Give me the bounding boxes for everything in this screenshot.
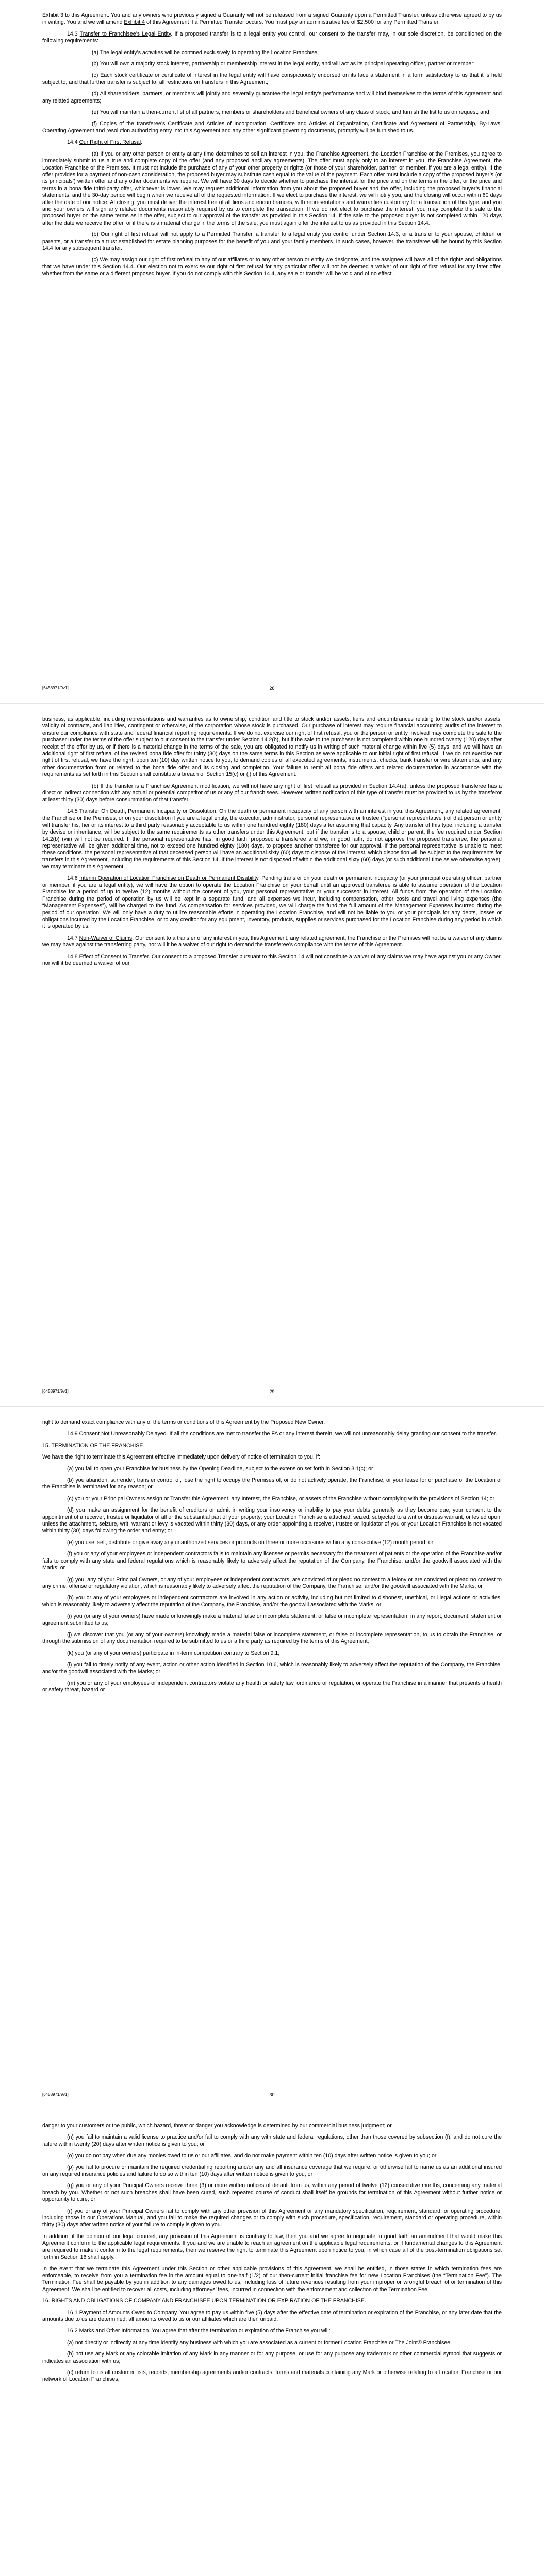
page31-legal-compliance: In addition, if the opinion of our legal counsel, any provision of this Agreement is contrary to law, then you and we agree to negotiate in good faith an amendment that would make this Agreement conform to the applicable legal requirements. If you and we are unable to reach an agreement on the applicable legal requirements, or if fundamental changes to this Agreement are required to make it conform to the legal requirements, then we reserve the right to terminate this Agreement upon notice to you, in which case all of the post-termination obligations set forth in Section 16 shall apply. [42, 2233, 502, 2261]
document-page-30 [0, 1406, 544, 2110]
document-id: [6458971/9v1] [42, 2092, 69, 2097]
page-number: 30 [269, 2092, 275, 2097]
page30-clause-j: (j) we discover that you (or any of your owners) knowingly made a material false or incomplete statement, or false or incomplete representation, to us to obtain the Franchise, or through the submission of any documentation required to be submitted to us or a third party as required by the terms of this Agreement; [42, 1631, 502, 1645]
page30-clause-f: (f) you or any of your employees or independent contractors fails to maintain any licenses or permits necessary for the treatment of patients or the operation of the Franchise and/or fails to comply with any state and federal regulations which is reasonably likely to adversely affect the reputation of the Company, the Franchise, and/or the goodwill associated with the Marks; or [42, 1551, 502, 1571]
page30-section-15-heading: 15. TERMINATION OF THE FRANCHISE. [42, 1442, 145, 1449]
page31-para-1: danger to your customers or the public, which hazard, threat or danger you acknowledge is determined by our commercial business judgment; or [42, 2123, 392, 2129]
page29-para-1: business, as applicable, including representations and warranties as to ownership, condition and title to stock and/or assets, liens and encumbrances relating to the stock and/or assets, validity of contracts, and liabilities, contingent or otherwise, of the corporation whose stock is purchased. Our purchase of interest may require financial accounting audits of the interest to ensure our compliance with state and federal financial reporting requirements. If we do not exercise our right of first refusal, you or the person or entity involved may complete the sale to the purchaser under the terms of the offer subject to our consent to the transfer under Section 14.2(b), but if the sale to the purchaser is not completed within one hundred twenty (120) days after receipt of the offer by us, or if there is a material change in the terms of the sale, you are obligated to notify us in writing of such material change within five (5) days, and we will have an additional right of first refusal of the revised bona fide offer for thirty (30) days on the same terms in this Section as were applicable to our initial right of first refusal. If we do not exercise our right of first refusal, we have the right, upon ten (10) day written notice to you, to demand copies of all executed agreements, instruments, checks, bank transfer or wire statements, and any other documentation from or related to the bona fide offer and its closing and completion. Your failure to remit all bona fide offers and related documentation in accordance with the requirements as set forth in this Section shall constitute a breach of Section 15(c) or (j) of this Agreement. [42, 716, 502, 778]
page29-section-14-8: 14.8 Effect of Consent to Transfer. Our consent to a proposed Transfer pursuant to this Section 14 will not constitute a waiver of any claims we may have against you or any Owner, nor will it be deemed a waiver of our [42, 953, 502, 967]
page31-termination-fee: In the event that we terminate this Agreement under this Section or other applicable provisions of this Agreement, we shall be entitled, in those states in which termination fees are enforceable, to receive from you a termination fee in the amount equal to one-half (1/2) of our then-current initial franchise fee for new Location Franchises (the “Termination Fee”). The Termination Fee shall be payable by you in addition to any damages owed to us, including loss of future revenues resulting from your improper or wrongful breach of or termination of this Agreement. We shall be entitled to recover all costs, including attorneys’ fees, incurred in connection with the enforcement and collection of the Termination Fee. [42, 2265, 502, 2293]
page30-clause-a: (a) you fail to open your Franchise for business by the Opening Deadline, subject to the extension set forth in Section 3.1(c); or [67, 1465, 373, 1472]
page30-clause-d: (d) you make an assignment for the benefit of creditors or admit in writing your insolvency or inability to pay your debts generally as they become due; your consent to the appointment of a receiver, trustee or liquidator of all or the substantial part of your property; your Location Franchise is attached, seized, subjected to a writ or distress warrant, or levied upon, unless the attachment, seizure, writ, warrant or levy is vacated within thirty (30) days, or any order appointing a receiver, trustee or liquidator of you or your Location Franchise is not vacated within thirty (30) days following the order and entry; or [42, 1507, 502, 1534]
page30-clause-h: (h) you or any of your employees or independent contractors are involved in any action or activity, including but not limited to dishonest, unethical, or illegal actions or activities, which is reasonably likely to adversely affect the reputation of the Company, the Franchise, and/or the goodwill associated with the Marks; or [42, 1595, 502, 1608]
page28-clause-d: (d) All shareholders, partners, or members will jointly and severally guarantee the legal entity’s performance and will bind themselves to the terms of this Agreement and any related agreements; [42, 91, 502, 104]
page30-section-14-9: 14.9 Consent Not Unreasonably Delayed. If all the conditions are met to transfer the FA or any interest therein, we will not unreasonably delay granting our consent to the transfer. [67, 1431, 497, 1437]
page30-section-15-intro: We have the right to terminate this Agreement effective immediately upon delivery of notice of termination to you, if: [42, 1454, 320, 1461]
document-page-28 [0, 0, 544, 703]
page30-clause-l: (l) you fail to timely notify of any event, action or other action identified in Section 10.6, which is reasonably likely to adversely affect the reputation of the Company, the Franchise, and/or the goodwill associated with the Marks; or [42, 1662, 502, 1675]
page29-section-14-5: 14.5 Transfer On Death, Permanent Incapacity or Dissolution. On the death or permanent incapacity of any person with an interest in you, this Agreement, any related agreement, the Franchise or the Premises, or on your dissolution if you are a legal entity, the executor, administrator, personal representative or trustee ("personal representative") of that person or entity will transfer his, her or its interest to a third party reasonably acceptable to us within one hundred eighty (180) days after assuming that capacity. Any transfer of this type, including a transfer by devise or inheritance, will be subject to the same requirements as other transfers under this Agreement, but if the transfer is to a spouse, child or parent, the fee required under Section 14.2(b) (viii) will not be required. If the personal representative has, in good faith, proposed a transferee and we, in good faith, do not approve the proposed transferee, the personal representative will be given additional time, not to exceed one hundred eighty (180) days, to propose another transferee for our approval. If the personal representative is unable to meet these conditions, the personal representative of that deceased person will have an additional sixty (60) days to dispose of the interest, which disposition will be subject to the requirements for transfers in this Agreement, including the requirements of this Section 14. If the interest is not disposed of within the additional sixty (60) days (or such additional time as we otherwise agree), we may terminate this Agreement. [42, 808, 502, 870]
page30-clause-i: (i) you (or any of your owners) have made or knowingly make a material false or incomplete statement, or false or incomplete representation, in any report, document, statement or agreement submitted to us; [42, 1613, 502, 1626]
page31-clause-o: (o) you do not pay when due any monies owed to us or our affiliates, and do not make payment within ten (10) days after written notice is given to you; or [67, 2153, 437, 2159]
page31-clause-16-2-a: (a) not directly or indirectly at any time identify any business with which you are associated as a current or former Location Franchise or The Joint® Franchisee; [67, 2339, 452, 2346]
page28-clause-a: (a) The legal entity’s activities will be confined exclusively to operating the Location Franchise; [92, 49, 319, 56]
page28-clause-14-4-a: (a) If you or any other person or entity at any time determines to sell an interest in you, the Franchise Agreement, the Location Franchise or the Premises, you agree to immediately submit to us a true and complete copy of the offer (and any proposed ancillary agreements). The offer must apply only to an interest in you, the Franchise Agreement, the Location Franchise or the Premises. It must not include the purchase of any of your other property or rights (or those of your shareholder, partner, or member, if you are a legal entity). If the offer provides for a payment of non-cash consideration, the proposed buyer may substitute cash equal to the value of the payment. Each offer must include a copy of the proposed buyer’s (or its principals’) written offer and any other documents we require. We will have 30 days to decide whether to purchase the interest for the price and on the terms in the offer, or the price and terms in a bona fide third-party offer, whichever is lower. We may request additional information from you about the proposed buyer and the offer, including the proposed buyer’s financial statements, and the 30-day period will begin when we receive all of the requested information. If we elect to purchase the interest, we will notify you, and the closing will occur within 60 days after the date of our notice. At closing, you must deliver the interest free of all liens and encumbrances, with representations and warranties customary for a transaction of this type, and you and your owners will sign any related documents reasonably required by us to complete the transaction. If we do not elect to purchase the interest, you may complete the sale to the proposed buyer on the same terms as in the offer, subject to our approval of the transfer as provided in this Section 14. If the sale to the proposed buyer is not completed within 120 days after the date we receive the offer, or if there is a material change in the terms of the sale, you must again offer the interest to us as provided in this Section 14.4. [42, 150, 502, 226]
page28-clause-f: (f) Copies of the transferee’s Certificate and Articles of Incorporation, Certificate and Articles of Organization, Certificate and Agreement of Partnership, By-Laws, Operating Agreement and resolution authorizing entry into this Agreement and any other significant governing documents, promptly will be furnished to us. [42, 121, 502, 134]
page28-section-14-4-heading: 14.4 Our Right of First Refusal. [67, 139, 143, 146]
page30-para-1: right to demand exact compliance with any of the terms or conditions of this Agreement by the Proposed New Owner. [42, 1419, 325, 1426]
page31-clause-16-2-c: (c) return to us all customer lists, records, membership agreements and/or contracts, forms and materials containing any Mark or otherwise relating to a Location Franchise or our network of Location Franchises; [42, 2369, 502, 2383]
page29-section-14-6: 14.6 Interim Operation of Location Franchise on Death or Permanent Disability. Pending transfer on your death or permanent incapacity (or your principal operating officer, partner or member, if you are a legal entity), we will have the option to operate the Location Franchise on your behalf until an approved transferee is able to assume operation of the Location Franchise for a period of up to twelve (12) months without the consent of you, your personal representative or your successor in interest. All funds from the operation of the Location Franchise during the period of operation by us will be kept in a separate fund, and all expenses we incur, including compensation, other costs and travel and living expenses (the “Management Expenses”), will be charged to the fund. As compensation for services provided, we will charge the fund the full amount of the Management Expenses incurred during the period of our operation. We will only have a duty to utilize reasonable efforts in operating the Location Franchise, and will not be liable to you or your principals for any debts, losses or obligations incurred by the Location Franchise, or to any creditor for any equipment, inventory, products, supplies or services purchased for the Location Franchise during any period in which it is operated by us. [42, 875, 502, 930]
page31-clause-q: (q) you or any of your Principal Owners receive three (3) or more written notices of default from us, within any period of twelve (12) consecutive months, concerning any material breach by you. Whether or not such breaches shall have been cured, such repeated course of conduct shall itself be grounds for termination of this Agreement without further notice or opportunity to cure; or [42, 2182, 502, 2203]
page-number: 29 [269, 1389, 275, 1394]
document-page-31 [0, 2110, 544, 2576]
document-id: [6458971/9v1] [42, 1389, 69, 1394]
page28-clause-c: (c) Each stock certificate or certificate of interest in the legal entity will have conspicuously endorsed on its face a statement in a form satisfactory to us that it is held subject to, and that further transfer is subject to, all restrictions on transfers in this Agreement; [42, 72, 502, 86]
page-number: 28 [269, 686, 275, 691]
document-id: [6458971/9v1] [42, 686, 69, 690]
page28-clause-b: (b) You will own a majority stock interest, partnership or membership interest in the legal entity, and will act as its principal operating officer, partner or member; [92, 61, 475, 67]
document-page-29 [0, 703, 544, 1406]
page28-clause-14-4-b: (b) Our right of first refusal will not apply to a Permitted Transfer, a transfer to a legal entity you control under Section 14.3, or a transfer to your spouse, children or parents, or a transfer to a trust established for estate planning purposes for the benefit of you and your family members. In such cases, however, the transferee will be bound by this Section 14.4 for any subsequent transfer. [42, 231, 502, 251]
page31-clause-p: (p) you fail to procure or maintain the required credentialing reporting and/or any and all insurance coverage that we require, or otherwise fail to name us as an additional insured on any required insurance policies and failure to do so within ten (10) days after written notice is given to you; or [42, 2164, 502, 2178]
page30-clause-e: (e) you use, sell, distribute or give away any unauthorized services or products on three or more occasions within any consecutive (12) month period; or [67, 1539, 434, 1546]
page31-clause-n: (n) you fail to maintain a valid license to practice and/or fail to comply with any with state and federal regulations, other than those covered by subsection (f), and do not cure the failure within twenty (20) days after written notice is given to you; or [42, 2134, 502, 2147]
page28-clause-14-4-c: (c) We may assign our right of first refusal to any of our affiliates or to any other person or entity we designate, and the assignee will have all of the rights and obligations that we have under this Section 14.4. Our election not to exercise our right of first refusal for any particular offer will not be deemed a waiver of our right of first refusal for any later offer, whether from the same or a different proposed buyer. If you do not comply with this Section 14.4, any sale or transfer will be void and of no effect. [42, 257, 502, 277]
page-footer [42, 2091, 502, 2098]
page30-clause-b: (b) you abandon, surrender, transfer control of, lose the right to occupy the Premises of, or do not actively operate, the Franchise, or your lease for or purchase of the Location of the Franchise is terminated for any reason; or [42, 1477, 502, 1490]
page31-section-16-heading: 16. RIGHTS AND OBLIGATIONS OF COMPANY AND FRANCHISEE UPON TERMINATION OR EXPIRATION OF THE FRANCHISE. [42, 2298, 366, 2304]
page30-clause-g: (g) you, any of your Principal Owners, or any of your employees or independent contractors, are convicted of or plead no contest to a felony or are convicted or plead no contest to any crime, offense or regulatory violation, which is reasonably likely to adversely affect the reputation of the Company, the Franchise, and/or the goodwill associated with the Marks; or [42, 1576, 502, 1589]
page-footer [42, 1388, 502, 1395]
page28-section-14-3: 14.3 Transfer to Franchisee’s Legal Entity. If a proposed transfer is to a legal entity you control, our consent to the transfer may, in our sole discretion, be conditioned on the following requirements: [42, 30, 502, 44]
page29-clause-b: (b) If the transfer is a Franchise Agreement modification, we will not have any right of first refusal as provided in Section 14.4(a), unless the proposed transferee has a direct or indirect connection with any actual or potential competitor of us or any of our franchisees. However, written notification of this type of transfer must be provided to us by the transferor at least thirty (30) days before consummation of that transfer. [42, 783, 502, 803]
page30-clause-m: (m) you or any of your employees or independent contractors violate any health or safety law, ordinance or regulation, or operate the Franchise in a manner that presents a health or safety threat, hazard or [42, 1680, 502, 1693]
page31-section-16-1: 16.1 Payment of Amounts Owed to Company. You agree to pay us within five (5) days after the effective date of termination or expiration of the Franchise, or any later date that the amounts due to us are determined, all amounts owed to us or our affiliates which are then unpaid. [42, 2309, 502, 2323]
page30-clause-c: (c) you or your Principal Owners assign or Transfer this Agreement, any Interest, the Franchise, or assets of the Franchise without complying with the provisions of Section 14; or [67, 1495, 495, 1502]
page28-para-1: Exhibit 3 to this Agreement. You and any owners who previously signed a Guaranty will not be released from a signed Guaranty upon a Permitted Transfer, unless otherwise agreed to by us in writing. You and we will amend Exhibit 4 of this Agreement if a Permitted Transfer occurs. You must pay an administrative fee of $2,500 for any Permitted Transfer. [42, 12, 502, 26]
page31-clause-16-2-b: (b) not use any Mark or any colorable imitation of any Mark in any manner or for any purpose, or use for any purpose any trademark or other commercial symbol that suggests or indicates an association with us; [42, 2351, 502, 2364]
page-footer [42, 685, 502, 692]
page30-clause-k: (k) you (or any of your owners) participate in in-term competition contrary to Section 9.1; [67, 1650, 280, 1656]
page31-clause-r: (r) you or any of your Principal Owners fail to comply with any other provision of this Agreement or any mandatory specification, requirement, standard, or operating procedure, including those in our Operations Manual, and you fail to make the required changes or to comply with such procedure, specification, requirement, standard or operating procedure, within thirty (30) days after written notice of your failure to comply is given to you. [42, 2208, 502, 2228]
page29-section-14-7: 14.7 Non-Waiver of Claims. Our consent to a transfer of any interest in you, this Agreement, any related agreement, the Franchise or the Premises will not be a waiver of any claims we may have against the transferring party, nor will it be a waiver of our right to demand the transferee’s compliance with the terms of this Agreement. [42, 935, 502, 948]
page31-section-16-2: 16.2 Marks and Other Information. You agree that after the termination or expiration of the Franchise you will: [67, 2328, 331, 2334]
page28-clause-e: (e) You will maintain a then-current list of all partners, members or shareholders and beneficial owners of any class of stock, and furnish the list to us on request; and [92, 109, 489, 116]
